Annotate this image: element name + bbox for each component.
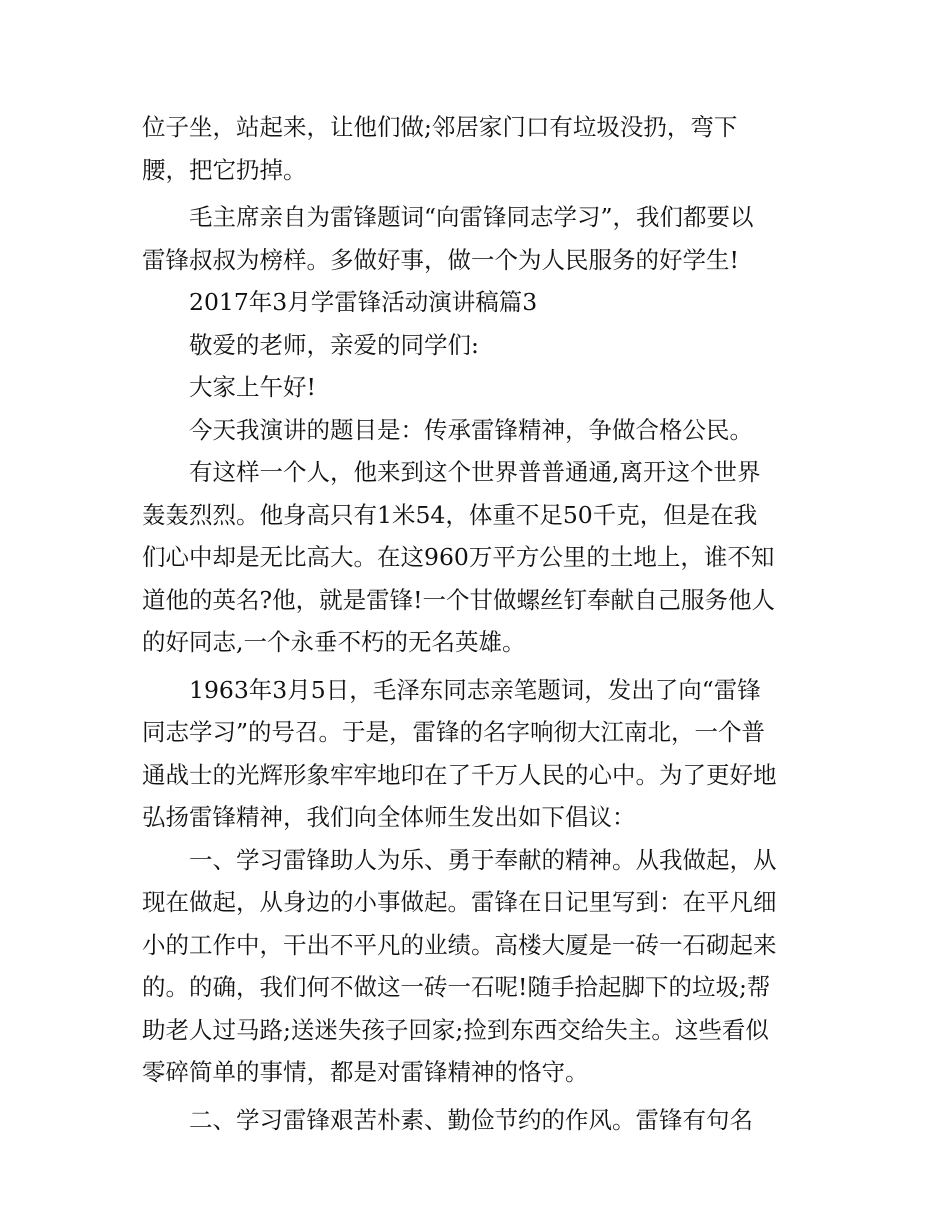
- text-line: 今天我演讲的题目是：传承雷锋精神，争做合格公民。: [142, 415, 753, 444]
- text-line: 零碎简单的事情，都是对雷锋精神的恪守。: [142, 1058, 589, 1086]
- document-body: [142, 106, 812, 1141]
- text-line: 弘扬雷锋精神，我们向全体师生发出如下倡议：: [142, 803, 636, 831]
- text-line: 轰轰烈烈。他身高只有1米54，体重不足50千克，但是在我: [142, 500, 758, 529]
- greeting: 大家上午好!: [142, 373, 316, 401]
- text-line: 的好同志,一个永垂不朽的无名英雄。: [142, 628, 526, 656]
- salutation: 敬爱的老师，亲爱的同学们:: [142, 330, 479, 359]
- text-line: 位子坐，站起来，让他们做;邻居家门口有垃圾没扔，弯下: [142, 113, 738, 141]
- text-line: 通战士的光辉形象牢牢地印在了千万人民的心中。为了更好地: [142, 760, 777, 789]
- text-line: 1963年3月5日，毛泽东同志亲笔题词，发出了向“雷锋: [142, 675, 761, 704]
- section-title: 2017年3月学雷锋活动演讲稿篇3: [142, 288, 538, 316]
- text-line: 小的工作中，干出不平凡的业绩。高楼大厦是一砖一石砌起来: [142, 930, 777, 959]
- text-line: 的。的确，我们何不做这一砖一石呢!随手拾起脚下的垃圾;帮: [142, 973, 771, 1001]
- text-line: 腰，把它扔掉。: [142, 155, 307, 184]
- text-line: 道他的英名?他，就是雷锋!一个甘做螺丝钉奉献自己服务他人: [142, 585, 776, 614]
- text-line: 同志学习”的号召。于是，雷锋的名字响彻大江南北，一个普: [142, 718, 766, 746]
- text-line: 有这样一个人，他来到这个世界普普通通,离开这个世界: [142, 458, 761, 486]
- text-line: 毛主席亲自为雷锋题词“向雷锋同志学习”，我们都要以: [142, 203, 754, 231]
- text-line: 二、学习雷锋艰苦朴素、勤俭节约的作风。雷锋有句名: [142, 1105, 753, 1134]
- text-line: 雷锋叔叔为榜样。多做好事，做一个为人民服务的好学生!: [142, 245, 739, 274]
- text-line: 现在做起，从身边的小事做起。雷锋在日记里写到：在平凡细: [142, 888, 777, 916]
- text-line: 一、学习雷锋助人为乐、勇于奉献的精神。从我做起，从: [142, 845, 777, 874]
- text-line: 们心中却是无比高大。在这960万平方公里的土地上，谁不知: [142, 543, 775, 571]
- text-line: 助老人过马路;送迷失孩子回家;捡到东西交给失主。这些看似: [142, 1015, 769, 1044]
